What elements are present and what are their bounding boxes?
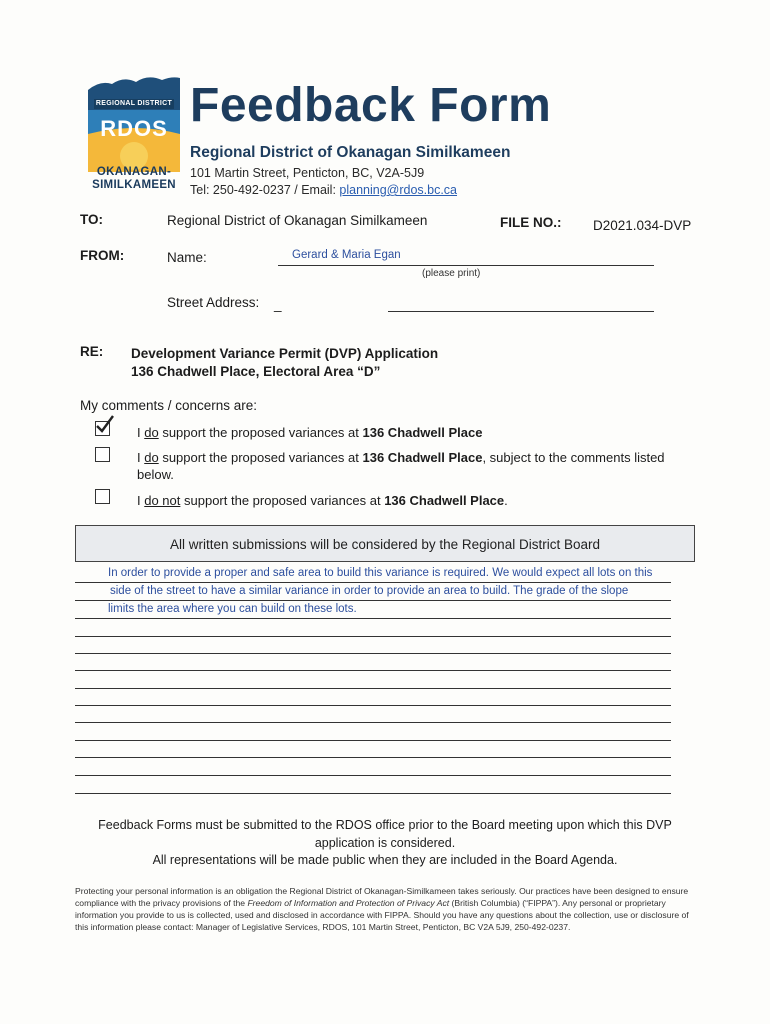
comment-rule: [75, 688, 671, 689]
email-link[interactable]: planning@rdos.bc.ca: [339, 183, 458, 197]
logo-main-text: RDOS: [100, 116, 168, 141]
option-1-prefix: I: [137, 425, 145, 440]
organization-contact: [190, 183, 457, 197]
name-label: Name:: [167, 250, 207, 265]
option-2-address: 136 Chadwell Place: [362, 450, 483, 465]
logo-subtext-line-1: OKANAGAN-: [96, 166, 172, 178]
organization-address: 101 Martin Street, Penticton, BC, V2A-5J9: [190, 166, 425, 180]
option-2-emphasis: do: [144, 450, 159, 465]
comment-rule: [75, 705, 671, 706]
comment-rule: [75, 757, 671, 758]
print-hint: (please print): [422, 268, 481, 279]
option-2-checkbox[interactable]: [95, 447, 110, 462]
comment-rule: [75, 600, 671, 601]
footer-line-1: Feedback Forms must be submitted to the RDOS office prior to the Board meeting upon which this DVP: [98, 818, 672, 832]
comment-rule: [75, 636, 671, 637]
option-2-body: support the proposed variances at: [158, 450, 363, 465]
option-3-emphasis: do not: [144, 493, 181, 508]
option-3-text: [137, 493, 508, 508]
logo-subtext-line-2: SIMILKAMEEN: [92, 179, 176, 191]
footer-line-3: All representations will be made public when they are included in the Board Agenda.: [152, 853, 618, 867]
submission-banner-text: All written submissions will be considered by the Regional District Board: [170, 537, 600, 552]
option-3-prefix: I: [137, 493, 145, 508]
file-number-value: D2021.034-DVP: [593, 218, 692, 233]
from-label: FROM:: [80, 248, 125, 263]
option-1-address: 136 Chadwell Place: [362, 425, 483, 440]
option-1-body: support the proposed variances at: [158, 425, 363, 440]
street-address-label: Street Address:: [167, 295, 260, 310]
option-1-text: [137, 425, 482, 440]
comment-line-1[interactable]: In order to provide a proper and safe area to build this variance is required. We would expect all lots on this: [108, 567, 653, 579]
checkmark-icon: [94, 415, 116, 435]
comment-rule: [75, 582, 671, 583]
option-3-body: support the proposed variances at: [180, 493, 385, 508]
to-value: Regional District of Okanagan Similkameen: [167, 213, 428, 228]
comment-rule: [75, 793, 671, 794]
privacy-text-1: Protecting your personal information is an obligation the Regional District of Okanagan-Similkameen takes seriously. Our practices have been designed to ensure compliance with the privacy provisions of the: [75, 886, 689, 908]
comment-rule: [75, 618, 671, 619]
footer-line-2: application is considered.: [314, 836, 456, 850]
comment-rule: [75, 775, 671, 776]
option-3-address: 136 Chadwell Place: [384, 493, 505, 508]
option-3-tail: .: [504, 493, 508, 508]
name-field[interactable]: Gerard & Maria Egan: [292, 249, 401, 261]
comment-rule: [75, 670, 671, 671]
comment-rule: [75, 722, 671, 723]
re-line-1: Development Variance Permit (DVP) Application: [131, 346, 439, 361]
name-underline: [278, 265, 654, 266]
logo-subtext: [84, 166, 184, 192]
privacy-act-name: Freedom of Information and Protection of Privacy Act: [247, 898, 450, 908]
comment-line-3[interactable]: limits the area where you can build on these lots.: [108, 603, 357, 615]
re-label: RE:: [80, 344, 104, 359]
option-3-checkbox[interactable]: [95, 489, 110, 504]
logo-top-text: REGIONAL DISTRICT: [95, 100, 173, 107]
option-1-emphasis: do: [144, 425, 159, 440]
form-title: Feedback Form: [190, 79, 552, 132]
comment-rule: [75, 653, 671, 654]
comment-line-2[interactable]: side of the street to have a similar variance in order to provide an area to build. The grade of the slope: [110, 585, 629, 597]
privacy-notice: [75, 885, 690, 933]
re-line-2: 136 Chadwell Place, Electoral Area “D”: [131, 364, 381, 379]
privacy-text-2: (British Columbia) (“FIPPA”). Any personal or proprietary information you provide to us is collected, used and disclosed in accordance with FIPPA. Should you have any questions about the collection, use or disclosure of this information please contact: Manager of Legislative Services, RDOS, 101 Martin Street, Penticton, BC V2A 5J9, 250-492-0237.: [75, 898, 689, 932]
option-2-text: [137, 450, 665, 465]
to-label: TO:: [80, 212, 103, 227]
option-2-prefix: I: [137, 450, 145, 465]
street-address-field[interactable]: _: [274, 297, 282, 312]
comment-rule: [75, 740, 671, 741]
organization-name: Regional District of Okanagan Similkameen: [190, 144, 511, 161]
contact-phone: Tel: 250-492-0237 / Email:: [190, 183, 340, 197]
street-address-underline: [388, 311, 654, 312]
option-2-text-continued: below.: [137, 467, 174, 482]
file-number-label: FILE NO.:: [500, 215, 562, 230]
option-2-tail: , subject to the comments listed: [482, 450, 665, 465]
comments-label: My comments / concerns are:: [80, 398, 258, 413]
option-1-checkbox[interactable]: [95, 421, 110, 436]
